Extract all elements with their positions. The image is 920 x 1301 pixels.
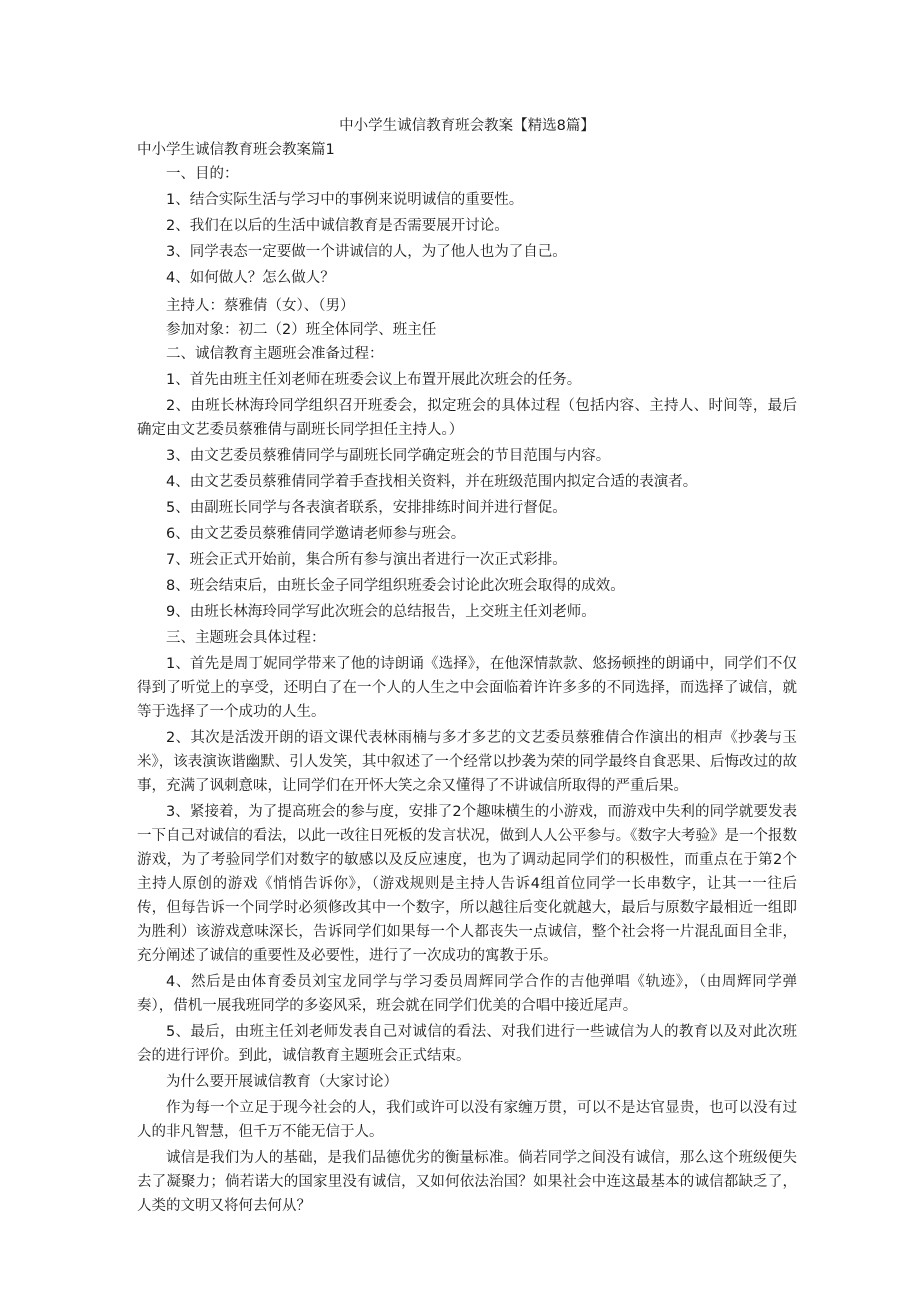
paragraph-prep-6: 6、由文艺委员蔡雅倩同学邀请老师参与班会。 <box>166 526 466 542</box>
paragraph-prep-heading: 二、诚信教育主题班会准备过程： <box>166 346 384 362</box>
paragraph-discussion-heading: 为什么要开展诚信教育（大家讨论） <box>166 1074 398 1090</box>
paragraph-host: 主持人：蔡雅倩（女）、（男） <box>166 298 355 314</box>
paragraph-prep-7: 7、班会正式开始前，集合所有参与演出者进行一次正式彩排。 <box>166 552 567 568</box>
paragraph-prep-3: 3、由文艺委员蔡雅倩同学与副班长同学确定班会的节目范围与内容。 <box>166 448 611 464</box>
paragraph-participants: 参加对象：初二（2）班全体同学、班主任 <box>166 322 437 338</box>
paragraph-discussion-1: 作为每一个立足于现今社会的人，我们或许可以没有家缠万贯，可以不是达官显贵，也可以没有过人的非凡智慧，但千万不能无信于人。 <box>137 1100 797 1140</box>
paragraph-process-3: 3、紧接着，为了提高班会的参与度，安排了2个趣味横生的小游戏，而游戏中失利的同学就要发表一下自己对诚信的看法，以此一改往日死板的发言状况，做到人人公平参与。《数字大考验》是一个报数游戏，为了考验同学们对数字的敏感以及反应速度，也为了调动起同学们的积极性，而重点在于第2个主持人原创的游戏《悄悄告诉你》，（游戏规则是主持人告诉4组首位同学一长串数字，让其一一往后传，但每告诉一个同学时必须修改其中一个数字，所以越往后变化就越大，最后与原数字最相近一组即为胜利）该游戏意味深长，告诉同学们如果每一个人都丧失一点诚信，整个社会将一片混乱面目全非，充分阐述了诚信的重要性及必要性，进行了一次成功的寓教于乐。 <box>137 804 797 964</box>
paragraph-process-heading: 三、主题班会具体过程： <box>166 630 326 646</box>
paragraph-aim-heading: 一、目的： <box>166 166 239 182</box>
paragraph-prep-5: 5、由副班长同学与各表演者联系，安排排练时间并进行督促。 <box>166 500 567 516</box>
paragraph-aim-3: 3、同学表态一定要做一个讲诚信的人，为了他人也为了自己。 <box>166 244 567 260</box>
paragraph-process-2: 2、其次是活泼开朗的语文课代表林雨楠与多才多艺的文艺委员蔡雅倩合作演出的相声《抄袭与玉米》，该表演诙谐幽默、引人发笑，其中叙述了一个经常以抄袭为荣的同学最终自食恶果、后悔改过的故事，充满了讽刺意味，让同学们在开怀大笑之余又懂得了不讲诚信所取得的严重后果。 <box>137 730 797 794</box>
paragraph-prep-9: 9、由班长林海玲同学写此次班会的总结报告，上交班主任刘老师。 <box>166 604 596 620</box>
paragraph-process-5: 5、最后，由班主任刘老师发表自己对诚信的看法、对我们进行一些诚信为人的教育以及对此次班会的进行评价。到此，诚信教育主题班会正式结束。 <box>137 1024 797 1064</box>
paragraph-aim-2: 2、我们在以后的生活中诚信教育是否需要展开讨论。 <box>166 218 509 234</box>
paragraph-process-1: 1、首先是周丁妮同学带来了他的诗朗诵《选择》，在他深情款款、悠扬顿挫的朗诵中，同学们不仅得到了听觉上的享受，还明白了在一个人的人生之中会面临着许许多多的不同选择，而选择了诚信，就等于选择了一个成功的人生。 <box>137 656 797 720</box>
document-title: 中小学生诚信教育班会教案【精选8篇】 <box>339 118 595 134</box>
paragraph-discussion-2: 诚信是我们为人的基础，是我们品德优劣的衡量标准。倘若同学之间没有诚信，那么这个班级便失去了凝聚力；倘若诺大的国家里没有诚信，又如何依法治国？如果社会中连这最基本的诚信都缺乏了，人类的文明又将何去何从？ <box>137 1150 797 1214</box>
paragraph-prep-2: 2、由班长林海玲同学组织召开班委会，拟定班会的具体过程（包括内容、主持人、时间等，最后确定由文艺委员蔡雅倩与副班长同学担任主持人。） <box>137 398 797 438</box>
paragraph-prep-1: 1、首先由班主任刘老师在班委会议上布置开展此次班会的任务。 <box>166 372 582 388</box>
paragraph-prep-4: 4、由文艺委员蔡雅倩同学着手查找相关资料，并在班级范围内拟定合适的表演者。 <box>166 474 698 490</box>
paragraph-aim-4: 4、如何做人？怎么做人？ <box>166 270 335 286</box>
document-content <box>137 114 797 1218</box>
paragraph-process-4: 4、然后是由体育委员刘宝龙同学与学习委员周辉同学合作的吉他弹唱《轨迹》，（由周辉同学弹奏），借机一展我班同学的多姿风采，班会就在同学们优美的合唱中接近尾声。 <box>137 974 797 1014</box>
paragraph-prep-8: 8、班会结束后，由班长金子同学组织班委会讨论此次班会取得的成效。 <box>166 578 625 594</box>
paragraph-aim-1: 1、结合实际生活与学习中的事例来说明诚信的重要性。 <box>166 192 524 208</box>
section-title: 中小学生诚信教育班会教案篇1 <box>137 142 335 158</box>
